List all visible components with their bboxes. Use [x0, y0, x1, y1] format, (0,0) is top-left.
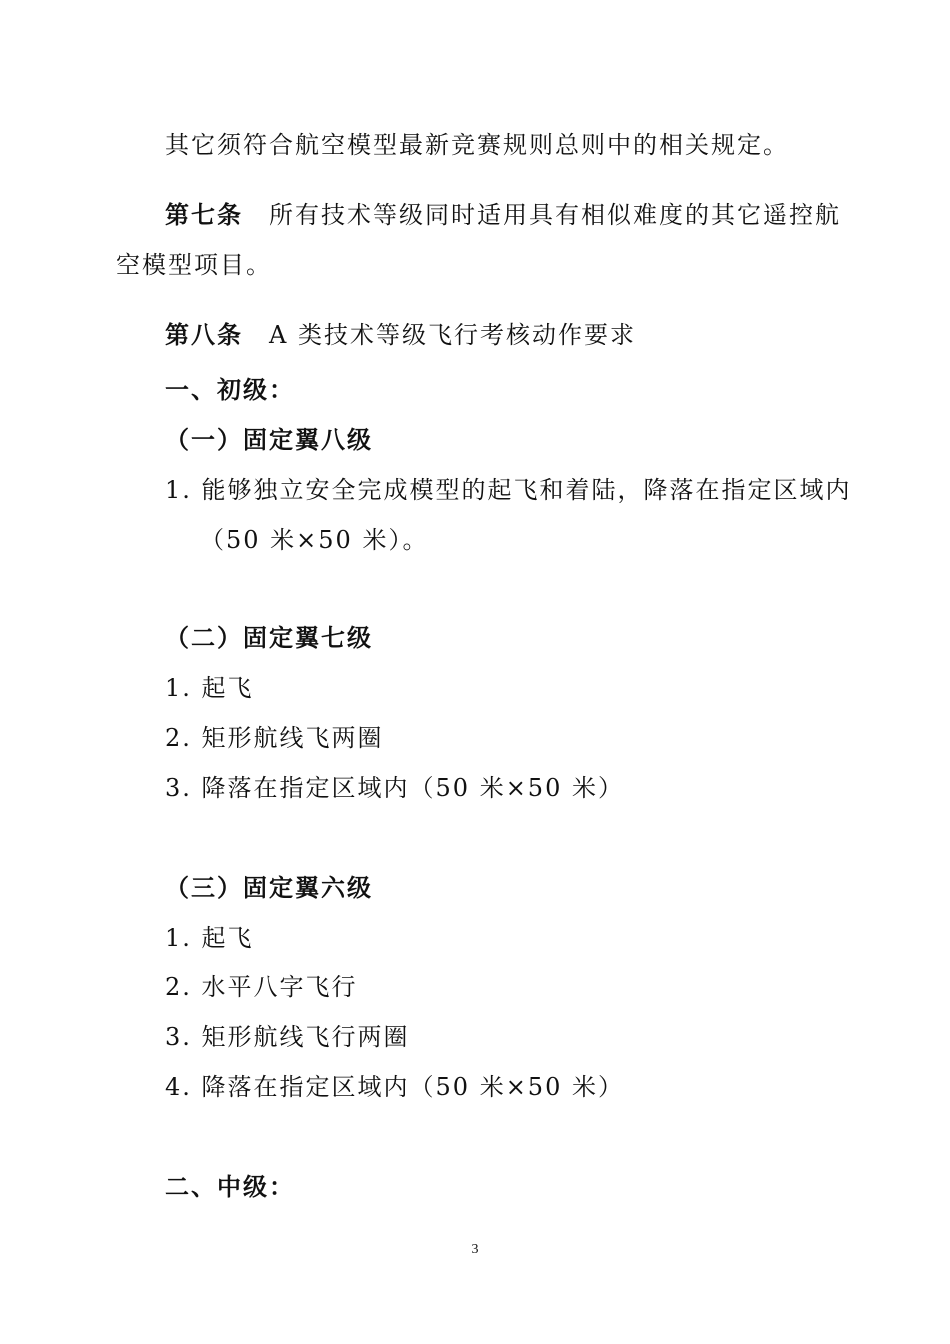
article-7-text: 所有技术等级同时适用具有相似难度的其它遥控航 [269, 201, 841, 229]
list-item: 1. 能够独立安全完成模型的起飞和着陆，降落在指定区域内 [165, 476, 852, 504]
article-7 [165, 200, 841, 230]
list-item: 2. 水平八字飞行 [165, 973, 358, 1001]
page-number: 3 [471, 1242, 479, 1257]
heading-fixed-wing-grade-7: （二）固定翼七级 [165, 624, 373, 652]
list-item: 3. 矩形航线飞行两圈 [165, 1023, 410, 1051]
list-item: 4. 降落在指定区域内（50 米×50 米） [165, 1073, 624, 1101]
article-8-text: A 类技术等级飞行考核动作要求 [269, 321, 636, 349]
article-8-label: 第八条 [165, 321, 243, 349]
list-item: 1. 起飞 [165, 674, 254, 702]
heading-level-intermediate: 二、中级： [165, 1173, 295, 1201]
heading-fixed-wing-grade-8: （一）固定翼八级 [165, 426, 373, 454]
article-7-label: 第七条 [165, 201, 243, 229]
list-item-continued: （50 米×50 米）。 [200, 526, 429, 554]
list-item: 2. 矩形航线飞两圈 [165, 724, 384, 752]
paragraph-general-rules: 其它须符合航空模型最新竞赛规则总则中的相关规定。 [165, 131, 789, 159]
heading-level-primary: 一、初级： [165, 376, 295, 404]
article-8 [165, 320, 636, 350]
heading-fixed-wing-grade-6: （三）固定翼六级 [165, 874, 373, 902]
article-7-continued: 空模型项目。 [116, 251, 272, 279]
list-item: 3. 降落在指定区域内（50 米×50 米） [165, 774, 624, 802]
list-item: 1. 起飞 [165, 924, 254, 952]
